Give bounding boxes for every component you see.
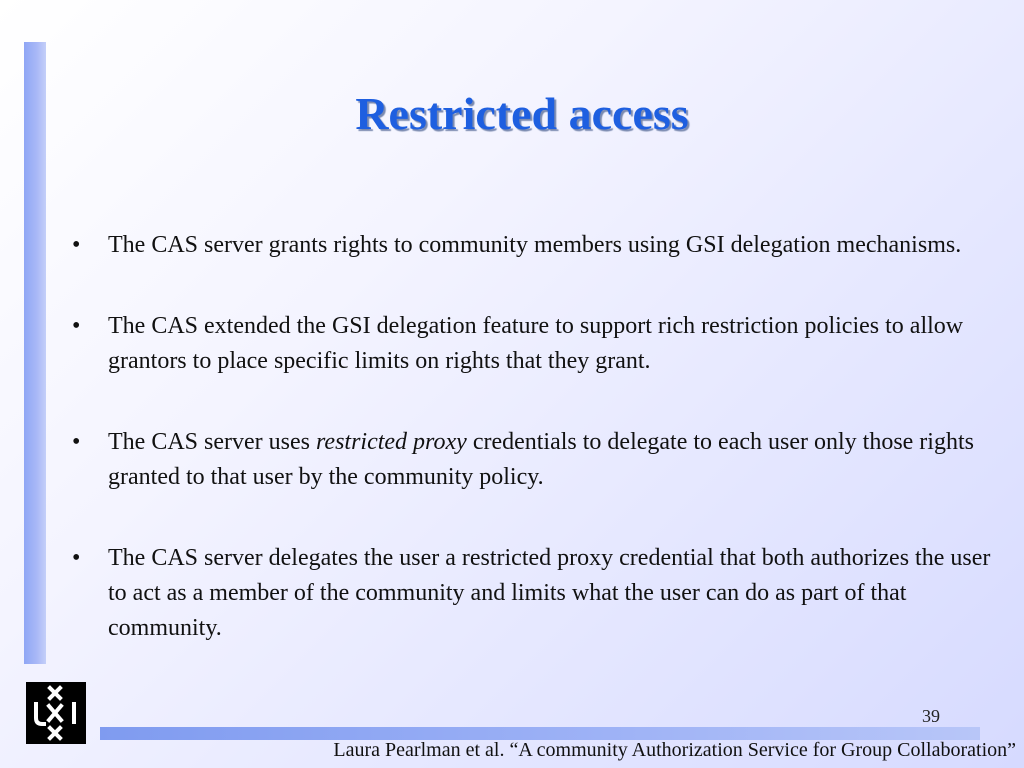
bullet-item <box>72 228 992 263</box>
footer-citation: Laura Pearlman et al. “A community Authorization Service for Group Collaboration” <box>333 739 1016 761</box>
bullet-marker: • <box>72 313 81 339</box>
university-logo <box>26 682 86 744</box>
page-number: 39 <box>922 706 940 726</box>
bullet-item <box>72 309 992 379</box>
bullet-text-end: credentials to delegate to each user only those rights granted to that user by the community policy. <box>108 429 974 490</box>
bullet-text: The CAS server grants rights to community members using GSI delegation mechanisms. <box>108 232 962 258</box>
bullet-marker: • <box>72 232 81 258</box>
bullet-item <box>72 541 992 646</box>
bullet-text <box>108 429 974 490</box>
bullet-list <box>72 228 992 692</box>
bullet-marker: • <box>72 429 81 455</box>
slide-title: Restricted access <box>355 87 689 139</box>
logo-icon <box>26 682 86 744</box>
bullet-marker: • <box>72 545 81 571</box>
bullet-text: The CAS extended the GSI delegation feature to support rich restriction policies to allow grantors to place specific limits on rights that they grant. <box>108 313 964 374</box>
bullet-text-start: The CAS server uses <box>108 429 316 455</box>
emphasized-term: restricted proxy <box>315 429 467 455</box>
bullet-item <box>72 425 992 495</box>
bullet-text: The CAS server delegates the user a restricted proxy credential that both authorizes the user to act as a member of the community and limits what the user can do as part of that community. <box>108 545 991 641</box>
